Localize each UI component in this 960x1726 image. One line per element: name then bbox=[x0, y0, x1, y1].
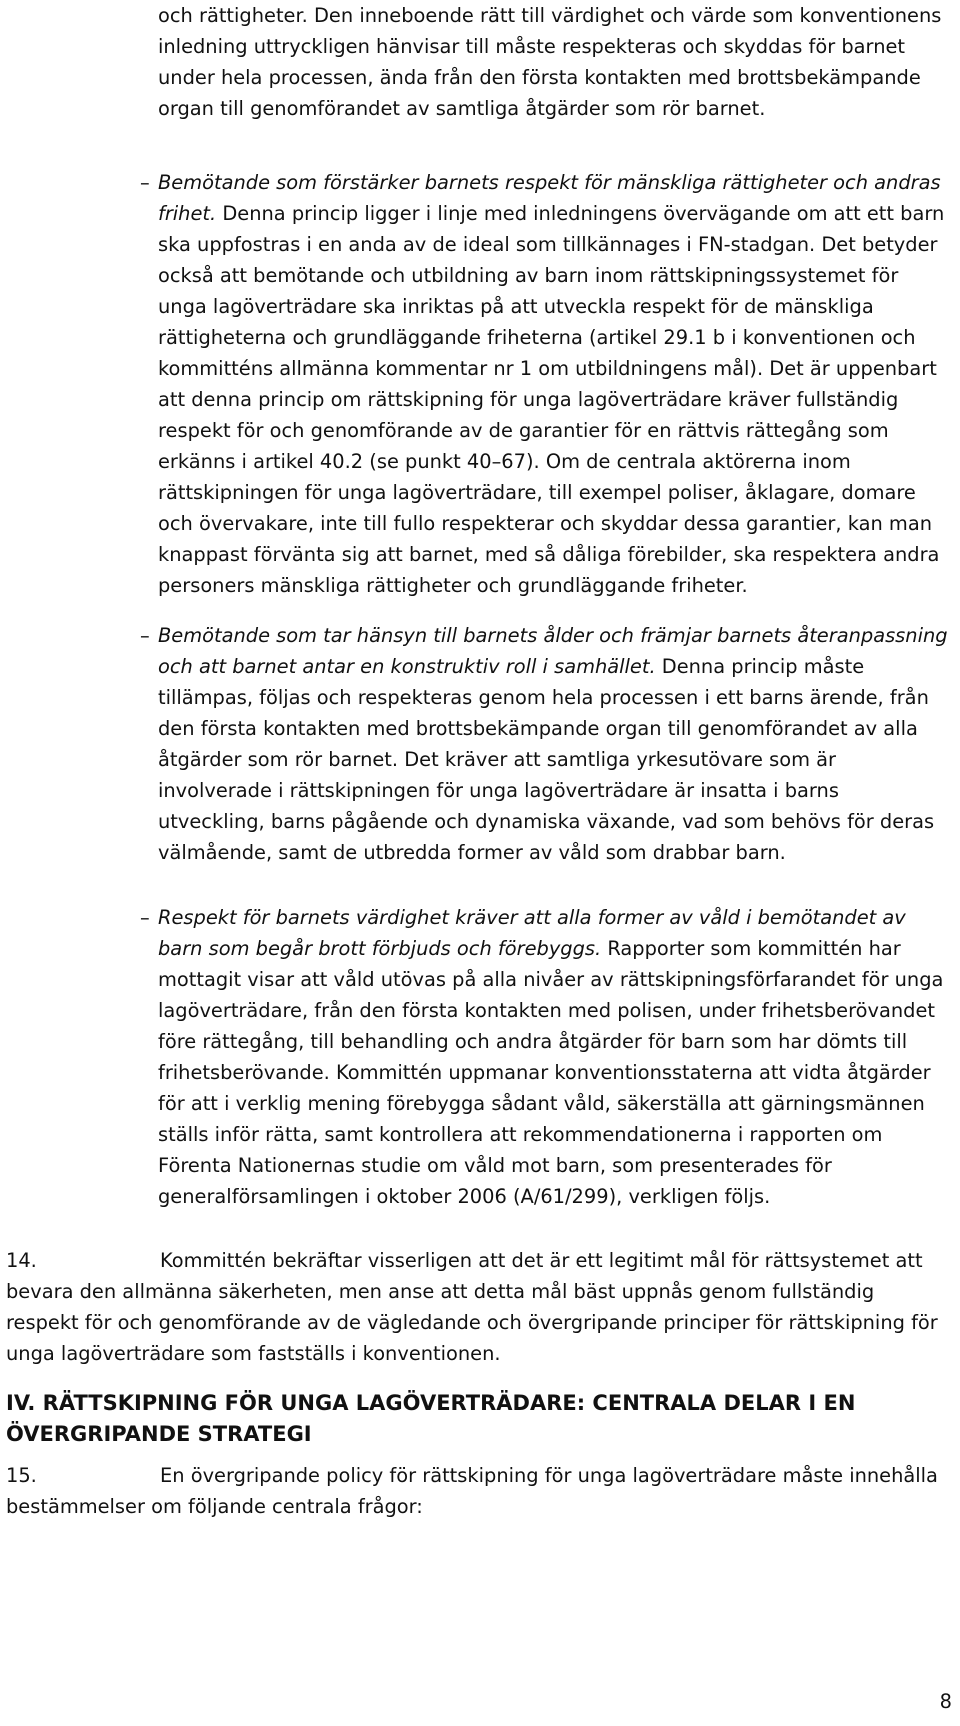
bullet-body: Rapporter som kommittén har mottagit visar att våld utövas på alla nivåer av rättskipningsförfarandet för unga lagöverträdare, från den första kontakten med polisen, under frihetsberövandet före rättegång, till behandling och andra åtgärder för barn som har dömts till frihetsberövande. Kommittén uppmanar konventionsstaterna att vidta åtgärder för att i verklig mening förebygga sådant våld, säkerställa att gärningsmännen ställs inför rätta, samt kontrollera att rekommendationerna i rapporten om Förenta Nationernas studie om våld mot barn, som presenterades för generalförsamlingen i oktober 2006 (A/61/299), verkligen följs. bbox=[158, 937, 944, 1208]
paragraph-14 bbox=[6, 1245, 946, 1369]
bullet-heading: Bemötande som förstärker barnets respekt för mänskliga rättigheter och andras frihet. bbox=[158, 171, 941, 225]
paragraph-text: En övergripande policy för rättskipning för unga lagöverträdare måste innehålla bestämmelser om följande centrala frågor: bbox=[6, 1464, 938, 1518]
paragraph-text: Kommittén bekräftar visserligen att det är ett legitimt mål för rättsystemet att bevara den allmänna säkerheten, men anse att detta mål bäst uppnås genom fullständig respekt för och genomförande av de vägledande och övergripande principer för rättskipning för unga lagöverträdare som fastställs i konventionen. bbox=[6, 1249, 938, 1365]
bullet-heading: Bemötande som tar hänsyn till barnets ålder och främjar barnets återanpassning och att barnet antar en konstruktiv roll i samhället. bbox=[158, 624, 948, 678]
bullet-body: Denna princip ligger i linje med inledningens övervägande om att ett barn ska uppfostras i en anda av de ideal som tillkännages i FN-stadgan. Det betyder också att bemötande och utbildning av barn inom rättskipningssystemet för unga lagöverträdare ska inriktas på att utveckla respekt för de mänskliga rättigheterna och grundläggande friheterna (artikel 29.1 b i konventionen och kommitténs allmänna kommentar nr 1 om utbildningens mål). Det är uppenbart att denna princip om rättskipning för unga lagöverträdare kräver fullständig respekt för och genomförande av de garantier för en rättvis rättegång som erkänns i artikel 40.2 (se punkt 40–67). Om de centrala aktörerna inom rättskipningen för unga lagöverträdare, till exempel poliser, åklagare, domare och övervakare, inte till fullo respekterar och skyddar dessa garantier, kan man knappast förvänta sig att barnet, med så dåliga förebilder, ska respektera andra personers mänskliga rättigheter och grundläggande friheter. bbox=[158, 202, 945, 597]
paragraph-number: 15. bbox=[6, 1464, 37, 1487]
paragraph-number: 14. bbox=[6, 1249, 37, 1272]
bullet-dignity-violence bbox=[158, 902, 948, 1212]
paragraph-15 bbox=[6, 1460, 946, 1522]
dash-marker: – bbox=[140, 171, 150, 194]
section-heading: IV. RÄTTSKIPNING FÖR UNGA LAGÖVERTRÄDARE: CENTRALA DELAR I EN ÖVERGRIPANDE STRATEGI bbox=[6, 1391, 856, 1446]
dash-marker: – bbox=[140, 906, 150, 929]
bullet-age-reintegration bbox=[158, 620, 948, 868]
bullet-heading: Respekt för barnets värdighet kräver att alla former av våld i bemötandet av barn som begår brott förbjuds och förebyggs. bbox=[158, 906, 906, 960]
bullet-respect-human-rights bbox=[158, 167, 948, 601]
page-number: 8 bbox=[939, 1690, 952, 1713]
dash-marker: – bbox=[140, 624, 150, 647]
bullet-body: Denna princip måste tillämpas, följas och respekteras genom hela processen i ett barns ärende, från den första kontakten med brottsbekämpande organ till genomförandet av alla åtgärder som rör barnet. Det kräver att samtliga yrkesutövare som är involverade i rättskipningen för unga lagöverträdare är insatta i barns utveckling, barns pågående och dynamiska växande, vad som behövs för deras välmående, samt de utbredda former av våld som drabbar barn. bbox=[158, 655, 935, 864]
intro-paragraph: och rättigheter. Den inneboende rätt till värdighet och värde som konventionens inledning uttryckligen hänvisar till måste respekteras och skyddas för barnet under hela processen, ända från den första kontakten med brottsbekämpande organ till genomförandet av samtliga åtgärder som rör barnet. bbox=[158, 4, 942, 120]
